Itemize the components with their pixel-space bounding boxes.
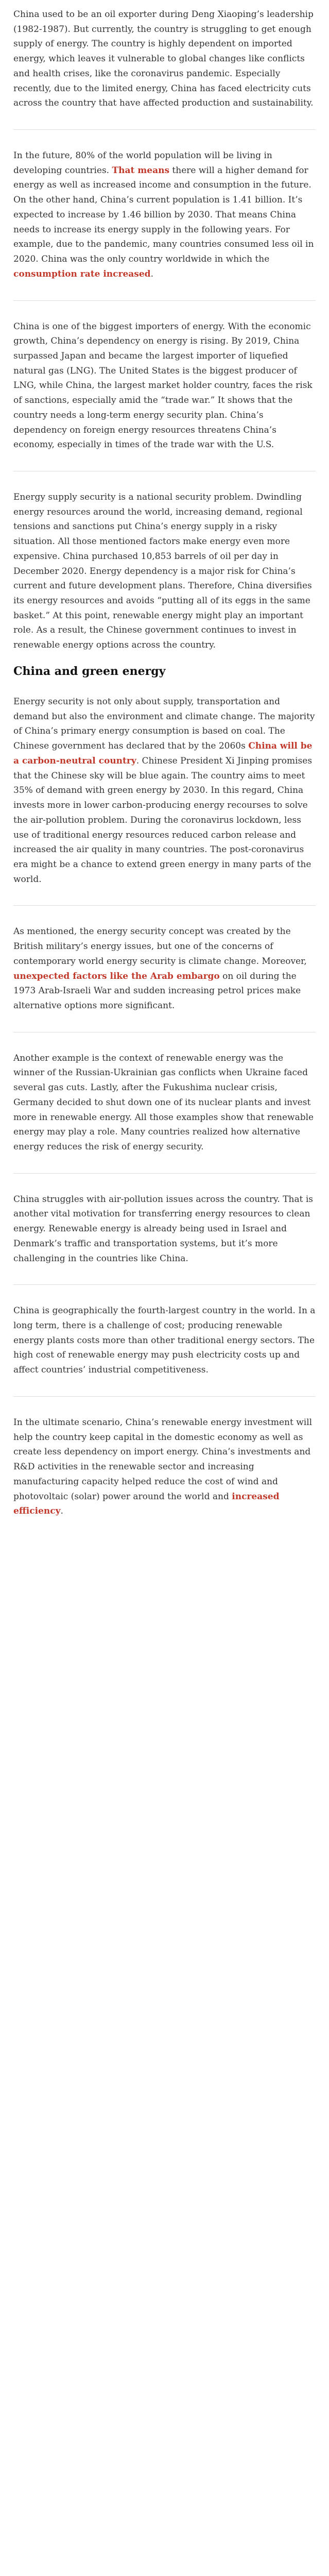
paragraph-text: Another example is the context of renewable energy was the winner of the Russian-Ukrainian gas conflicts when Ukraine faced several gas cuts. Lastly, after the Fukushima nuclear crisis, Germany decided to shut down one of its nuclear plants and invest more in renewable energy. All those examples show that renewable energy may play a role. Many countries realized how alternative energy reduces the risk of energy security.	[13, 1053, 314, 1153]
paragraph-text: Energy supply security is a national security problem. Dwindling energy resources around the world, increasing demand, regional tensions and sanctions put China’s energy supply in a risky situation. All those mentioned factors make energy even more expensive. China purchased 10,853 barrels of oil per day in December 2020. Energy dependency is a major risk for China’s current and future development plans. Therefore, China diversifies its energy resources and avoids “putting all of its eggs in the same basket.” At this point, renewable energy might play an important role. As a result, the Chinese government continues to invest in renewable energy options across the country.	[13, 492, 312, 651]
paragraph-text: As mentioned, the energy security concept was created by the British military’s energy issues, but one of the concerns of contemporary world energy security is climate change. Moreover,	[13, 926, 307, 967]
paragraph-text: . Chinese President Xi Jinping promises that the Chinese sky will be blue again. The country aims to meet 35% of demand with green energy by 2030. In this regard, China invests more in lower carbon-producing energy recourses to solve the air-pollution problem. During the coronavirus lockdown, less use of traditional energy resources reduced carbon release and increased the air quality in many countries. The post-coronavirus era might be a chance to extend green energy in many parts of the world.	[13, 755, 313, 885]
paragraph-text: on oil during the 1973 Arab-Israeli War and sudden increasing petrol prices make alternative options more significant.	[13, 971, 301, 1011]
paragraph-text: .	[60, 1506, 63, 1517]
link-increased-efficiency[interactable]: increased efficiency	[13, 1491, 280, 1517]
paragraph-text: In the future, 80% of the world population will be living in developing countries.	[13, 150, 272, 176]
paragraph-energy-security-concept	[13, 924, 316, 1032]
link-that-means[interactable]: That means	[112, 165, 170, 176]
paragraph-air-pollution	[13, 1192, 316, 1285]
paragraph-text: .	[150, 268, 153, 279]
paragraph-text: Energy security is not only about supply, transportation and demand but also the environment and climate change. The majority of China’s primary energy consumption is based on coal. The Chinese government has declared that by the 2060s	[13, 697, 315, 752]
paragraph-oil-exporter-history	[13, 7, 316, 130]
paragraph-text: there will a higher demand for energy as well as increased income and consumption in the future. On the other hand, China’s current population is 1.41 billion. It’s expected to increase by 1.46 billion by 2030. That means China needs to increase its energy supply in the following years. For example, due to the pandemic, many countries consumed less oil in 2020. China was the only country worldwide in which the	[13, 165, 314, 265]
link-arab-embargo[interactable]: unexpected factors like the Arab embargo	[13, 971, 220, 981]
paragraph-population-demand	[13, 148, 316, 300]
paragraph-renewable-examples	[13, 1051, 316, 1174]
section-heading-green-energy: China and green energy	[13, 664, 166, 678]
paragraph-text: In the ultimate scenario, China’s renewable energy investment will help the country keep capital in the domestic economy as well as create less dependency on import energy. China’s investments and R&D activities in the renewable sector and increasing manufacturing capacity helped reduce the cost of wind and photovoltaic (solar) power around the world and	[13, 1417, 313, 1502]
paragraph-energy-importer	[13, 319, 316, 471]
paragraph-text: China used to be an oil exporter during Deng Xiaoping’s leadership (1982-1987). But currently, the country is struggling to get enough supply of energy. The country is highly dependent on imported energy, which leaves it vulnerable to global changes like conflicts and health crises, like the coronavirus pandemic. Especially recently, due to the limited energy, China has faced electricity cuts across the country that have affected production and sustainability.	[13, 9, 314, 109]
link-carbon-neutral-country[interactable]: China will be a carbon-neutral country	[13, 741, 313, 766]
link-consumption-rate-increased[interactable]: consumption rate increased	[13, 268, 151, 279]
paragraph-geography-cost	[13, 1303, 316, 1397]
paragraph-text: China is one of the biggest importers of energy. With the economic growth, China’s dependency on energy is rising. By 2019, China surpassed Japan and became the largest importer of liquefied natural gas (LNG). The United States is the biggest producer of LNG, while China, the largest market holder country, faces the risk of sanctions, especially amid the “trade war.” It shows that the country needs a long-term energy security plan. China’s dependency on foreign energy resources threatens China’s economy, especially in times of the trade war with the U.S.	[13, 321, 313, 450]
paragraph-text: China is geographically the fourth-largest country in the world. In a long term, there is a challenge of cost; producing renewable energy plants costs more than other traditional energy sectors. The high cost of renewable energy may push electricity costs up and affect countries’ industrial competitiveness.	[13, 1306, 316, 1376]
paragraph-national-security	[13, 490, 316, 653]
paragraph-environment-climate	[13, 694, 316, 906]
paragraph-ultimate-scenario	[13, 1415, 316, 1537]
paragraph-text: China struggles with air-pollution issues across the country. That is another vital motivation for transferring energy resources to clean energy. Renewable energy is already being used in Israel and Denmark’s traffic and transportation systems, but it’s more challenging in the countries like China.	[13, 1194, 314, 1264]
